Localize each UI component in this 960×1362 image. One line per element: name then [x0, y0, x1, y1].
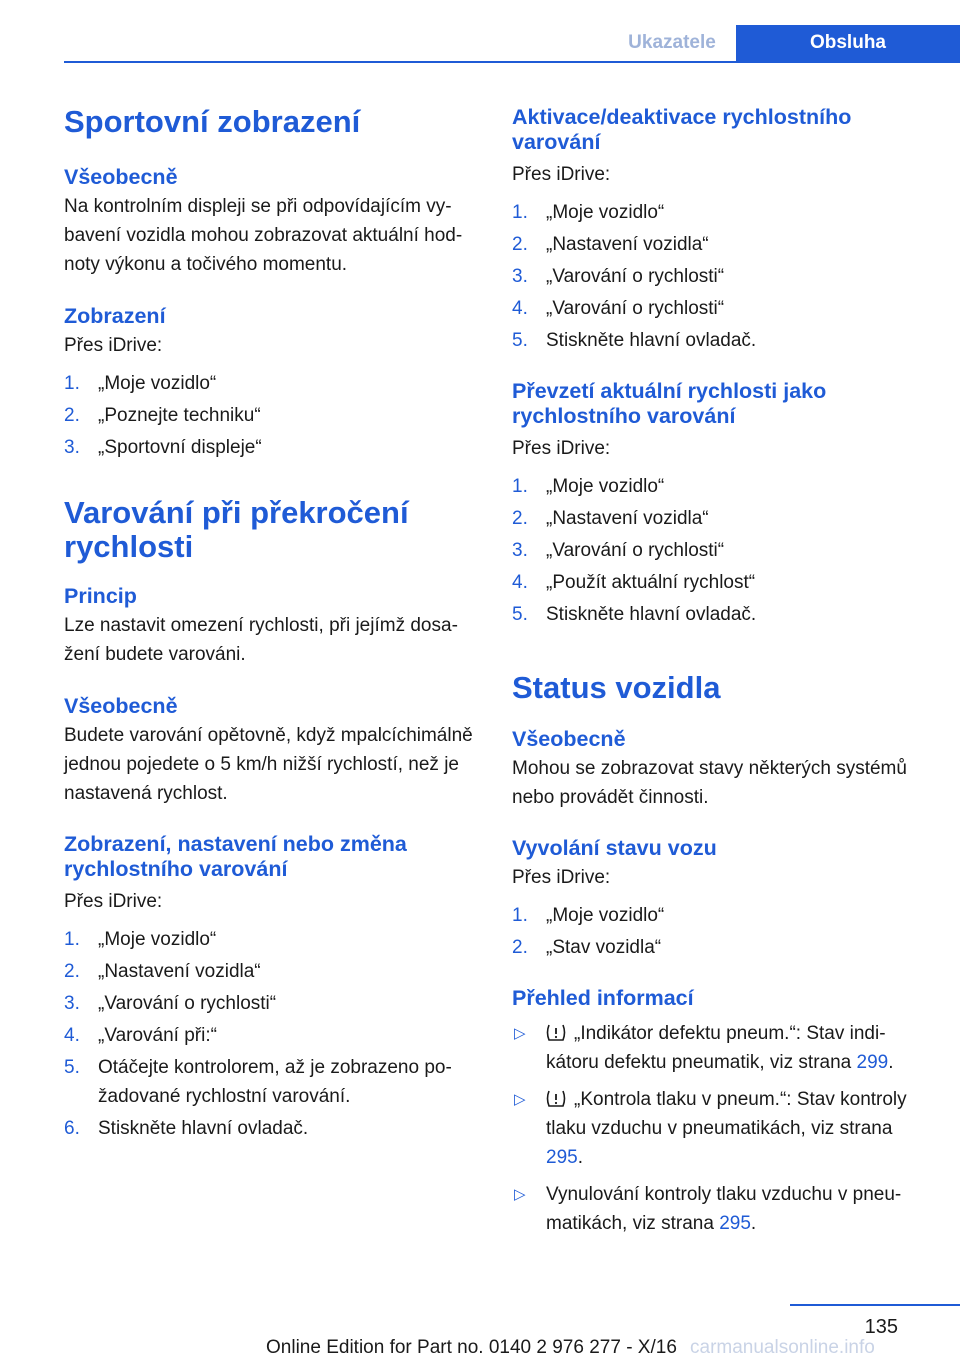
list-item-text: „Varování o rychlosti“ — [546, 266, 725, 287]
list-item-text: „Varování o rychlosti“ — [98, 993, 277, 1014]
list-item-punctuation: . — [888, 1052, 894, 1073]
subheading-princip: Princip — [64, 584, 137, 608]
paragraph-pres-idrive-4: Přes iDrive: — [512, 438, 611, 459]
list-item — [512, 1180, 932, 1238]
footer-rule — [790, 1304, 960, 1306]
right-column — [512, 98, 932, 1238]
list-item — [512, 536, 932, 565]
list-aktivace — [512, 198, 932, 355]
list-number: 4. — [512, 298, 528, 319]
bullet-triangle-icon: ▷ — [514, 1091, 526, 1108]
list-item — [64, 433, 478, 462]
list-item-text: „Varování o rychlosti“ — [546, 540, 725, 561]
list-number: 2. — [512, 234, 528, 255]
subheading-prevzeti: Převzetí aktuální rychlosti jako rychlostního varování — [512, 379, 827, 428]
list-number: 5. — [512, 604, 528, 625]
list-item-text: „Moje vozidlo“ — [98, 929, 217, 950]
list-item-text: Vynulování kontroly tlaku vzduchu v pneumatikách, viz strana — [546, 1184, 902, 1234]
list-number: 2. — [64, 405, 80, 426]
list-item — [512, 1019, 932, 1077]
paragraph-vseobecne-2: Budete varování opětovně, když mpalcíchimálně jednou pojedete o 5 km/h nižší rychlostí, než je nastavená rychlost. — [64, 725, 473, 804]
tab-ukazatele[interactable]: Ukazatele — [608, 25, 736, 61]
list-item — [64, 1053, 478, 1111]
header-tabs — [608, 25, 960, 61]
list-number: 4. — [512, 572, 528, 593]
list-item — [512, 472, 932, 501]
list-vyvolani — [512, 901, 932, 962]
list-item — [512, 933, 932, 962]
paragraph-vseobecne-3: Mohou se zobrazovat stavy některých systémů nebo provádět činnosti. — [512, 758, 907, 808]
paragraph-vseobecne: Na kontrolním displeji se při odpovídajícím vybavení vozidla mohou zobrazovat aktuální hodnoty výkonu a točivého momentu. — [64, 196, 463, 275]
list-number: 1. — [512, 476, 528, 497]
list-item-text: Stiskněte hlavní ovladač. — [546, 604, 757, 625]
list-zobrazeni-nastaveni — [64, 925, 478, 1143]
list-item — [64, 1021, 478, 1050]
list-item — [64, 369, 478, 398]
list-item — [64, 925, 478, 954]
subheading-vseobecne: Všeobecně — [64, 165, 178, 189]
list-item — [512, 1085, 932, 1172]
list-item-text: Stiskněte hlavní ovladač. — [98, 1118, 309, 1139]
subheading-prehled: Přehled informací — [512, 986, 694, 1010]
subheading-vseobecne-3: Všeobecně — [512, 727, 626, 751]
list-number: 6. — [64, 1118, 80, 1139]
list-number: 3. — [512, 540, 528, 561]
paragraph-pres-idrive: Přes iDrive: — [64, 335, 163, 356]
subheading-zobrazeni: Zobrazení — [64, 304, 166, 328]
list-number: 5. — [64, 1057, 80, 1078]
subheading-vseobecne-2: Všeobecně — [64, 694, 178, 718]
list-number: 1. — [64, 373, 80, 394]
list-item — [512, 262, 932, 291]
list-number: 2. — [64, 961, 80, 982]
paragraph-princip: Lze nastavit omezení rychlosti, při jejímž dosažení budete varováni. — [64, 615, 458, 665]
list-item — [512, 504, 932, 533]
list-item-text: „Poznejte techniku“ — [98, 405, 261, 426]
list-item — [512, 198, 932, 227]
list-item-text: „Moje vozidlo“ — [546, 905, 665, 926]
list-prehled — [512, 1019, 932, 1238]
list-item — [512, 600, 932, 629]
subheading-aktivace: Aktivace/deaktivace rychlostního varování — [512, 105, 852, 154]
paragraph-pres-idrive-5: Přes iDrive: — [512, 867, 611, 888]
paragraph-pres-idrive-3: Přes iDrive: — [512, 164, 611, 185]
list-item-text: Otáčejte kontrolorem, až je zobrazeno požadované rychlostní varování. — [98, 1057, 452, 1107]
tire-warning-icon — [546, 1023, 566, 1042]
list-number: 3. — [512, 266, 528, 287]
tab-obsluha[interactable]: Obsluha — [736, 25, 960, 61]
list-item — [512, 230, 932, 259]
paragraph-pres-idrive-2: Přes iDrive: — [64, 891, 163, 912]
list-item-text: „Stav vozidla“ — [546, 937, 662, 958]
list-item — [64, 989, 478, 1018]
list-item — [64, 957, 478, 986]
heading-varovani: Varování při překročení rychlosti — [64, 495, 409, 564]
list-prevzeti — [512, 472, 932, 629]
list-item-text: „Moje vozidlo“ — [546, 476, 665, 497]
list-item-punctuation: . — [577, 1147, 583, 1168]
list-number: 5. — [512, 330, 528, 351]
list-item — [64, 401, 478, 430]
page-link[interactable]: 295 — [546, 1147, 578, 1168]
list-number: 3. — [64, 993, 80, 1014]
left-column — [64, 98, 478, 1143]
list-item-text: „Nastavení vozidla“ — [546, 508, 709, 529]
watermark: carmanualsonline.info — [690, 1337, 875, 1358]
list-item — [512, 326, 932, 355]
list-item-text: Stiskněte hlavní ovladač. — [546, 330, 757, 351]
page-link[interactable]: 299 — [856, 1052, 889, 1073]
page-link[interactable]: 295 — [719, 1213, 751, 1234]
list-item — [512, 568, 932, 597]
list-item-text: „Nastavení vozidla“ — [98, 961, 261, 982]
list-item-text: „Varování o rychlosti“ — [546, 298, 725, 319]
bullet-triangle-icon: ▷ — [514, 1025, 526, 1042]
list-number: 1. — [512, 202, 528, 223]
edition-text: Online Edition for Part no. 0140 2 976 277 - X/16 — [266, 1337, 677, 1358]
list-item-text: „Nastavení vozidla“ — [546, 234, 709, 255]
list-number: 4. — [64, 1025, 80, 1046]
list-number: 1. — [512, 905, 528, 926]
bullet-triangle-icon: ▷ — [514, 1186, 526, 1203]
list-item-text: „Moje vozidlo“ — [98, 373, 217, 394]
list-zobrazeni — [64, 369, 478, 462]
list-item-punctuation: . — [750, 1213, 757, 1234]
header-rule — [64, 61, 960, 63]
tire-pressure-icon — [546, 1089, 566, 1108]
list-item-text: „Varování při:“ — [98, 1025, 217, 1046]
list-item-text: „Moje vozidlo“ — [546, 202, 665, 223]
list-item — [512, 294, 932, 323]
heading-sportovni-zobrazeni: Sportovní zobrazení — [64, 104, 361, 139]
list-item-text: „Sportovní displeje“ — [98, 437, 262, 458]
list-number: 2. — [512, 937, 528, 958]
heading-status-vozidla: Status vozidla — [512, 670, 721, 705]
subheading-vyvolani: Vyvolání stavu vozu — [512, 836, 717, 860]
list-item — [64, 1114, 478, 1143]
list-item-text: „Kontrola tlaku v pneum.“: Stav kontroly tlaku vzduchu v pneumatikách, viz strana — [546, 1089, 907, 1139]
list-item-text: „Indikátor defektu pneum.“: Stav indikátoru defektu pneumatik, viz strana — [546, 1023, 886, 1073]
list-item — [512, 901, 932, 930]
subheading-zobrazeni-nastaveni: Zobrazení, nastavení nebo změna rychlostního varování — [64, 832, 407, 881]
list-number: 3. — [64, 437, 80, 458]
page-number: 135 — [864, 1316, 898, 1338]
list-number: 1. — [64, 929, 80, 950]
list-number: 2. — [512, 508, 528, 529]
list-item-text: „Použít aktuální rychlost“ — [546, 572, 756, 593]
